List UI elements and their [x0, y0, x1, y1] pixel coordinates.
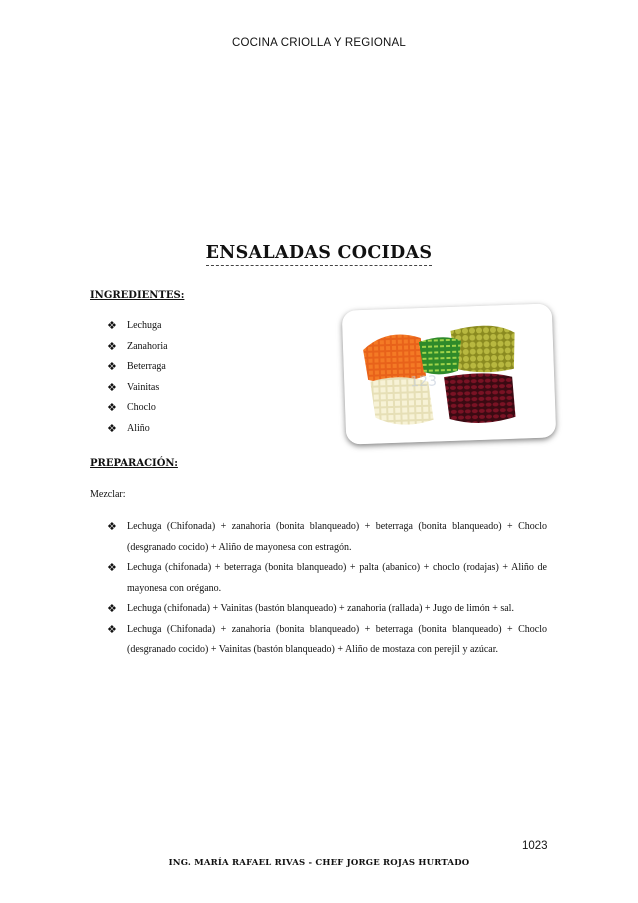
list-item: [107, 382, 168, 403]
preparation-step: Lechuga (Chifonada) + zanahoria (bonita blanqueado) + beterraga (bonita blanqueado) + Choclo (desgranado cocido) + Vainitas (bastón blanqueado) + Aliño de mostaza con perejil y azúcar.: [127, 623, 547, 655]
bullet-icon: ❖: [107, 622, 117, 636]
ingredient-label: Zanahoria: [127, 340, 168, 352]
list-item: [107, 341, 168, 362]
bullet-icon: ❖: [107, 421, 117, 435]
page-number: 1023: [522, 840, 548, 852]
list-item: [107, 620, 547, 661]
ingredient-label: Lechuga: [127, 320, 162, 331]
photo-watermark: 123: [409, 373, 438, 391]
ingredient-label: Aliño: [127, 422, 150, 434]
page-header: COCINA CRIOLLA Y REGIONAL: [232, 37, 406, 49]
list-item: [107, 402, 168, 423]
ingredients-heading: INGREDIENTES:: [90, 290, 185, 301]
list-item: [107, 517, 547, 558]
ingredients-list: [107, 320, 168, 443]
bullet-icon: ❖: [107, 339, 117, 353]
preparation-step: Lechuga (chifonada) + beterraga (bonita blanqueado) + palta (abanico) + choclo (rodajas) + Aliño de mayonesa con orégano.: [127, 562, 547, 594]
bullet-icon: ❖: [107, 602, 117, 615]
bullet-icon: ❖: [107, 319, 117, 332]
salad-photo-image: [342, 303, 557, 444]
bullet-icon: ❖: [107, 360, 117, 373]
bullet-icon: ❖: [107, 401, 117, 414]
page-title-text: ENSALADAS COCIDAS: [206, 243, 433, 266]
page-footer: ING. MARÍA RAFAEL RIVAS - CHEF JORGE ROJAS HURTADO: [168, 858, 470, 868]
list-item: [107, 558, 547, 599]
list-item: [107, 423, 168, 444]
salad-photo: [342, 303, 557, 444]
bullet-icon: ❖: [107, 380, 117, 394]
page-title: [0, 243, 638, 263]
preparation-step: Lechuga (Chifonada) + zanahoria (bonita blanqueado) + beterraga (bonita blanqueado) + Choclo (desgranado cocido) + Aliño de mayonesa con estragón.: [127, 521, 547, 553]
bullet-icon: ❖: [107, 520, 117, 533]
preparation-heading: PREPARACIÓN:: [90, 458, 178, 469]
bullet-icon: ❖: [107, 561, 117, 574]
ingredient-label: Beterraga: [127, 361, 166, 372]
list-item: [107, 599, 547, 620]
ingredient-label: Choclo: [127, 402, 156, 413]
list-item: [107, 320, 168, 341]
preparation-list: [107, 517, 547, 661]
preparation-intro: Mezclar:: [90, 489, 126, 500]
ingredient-label: Vainitas: [127, 381, 160, 393]
list-item: [107, 361, 168, 382]
preparation-step: Lechuga (chifonada) + Vainitas (bastón blanqueado) + zanahoria (rallada) + Jugo de limón + sal.: [127, 603, 514, 614]
